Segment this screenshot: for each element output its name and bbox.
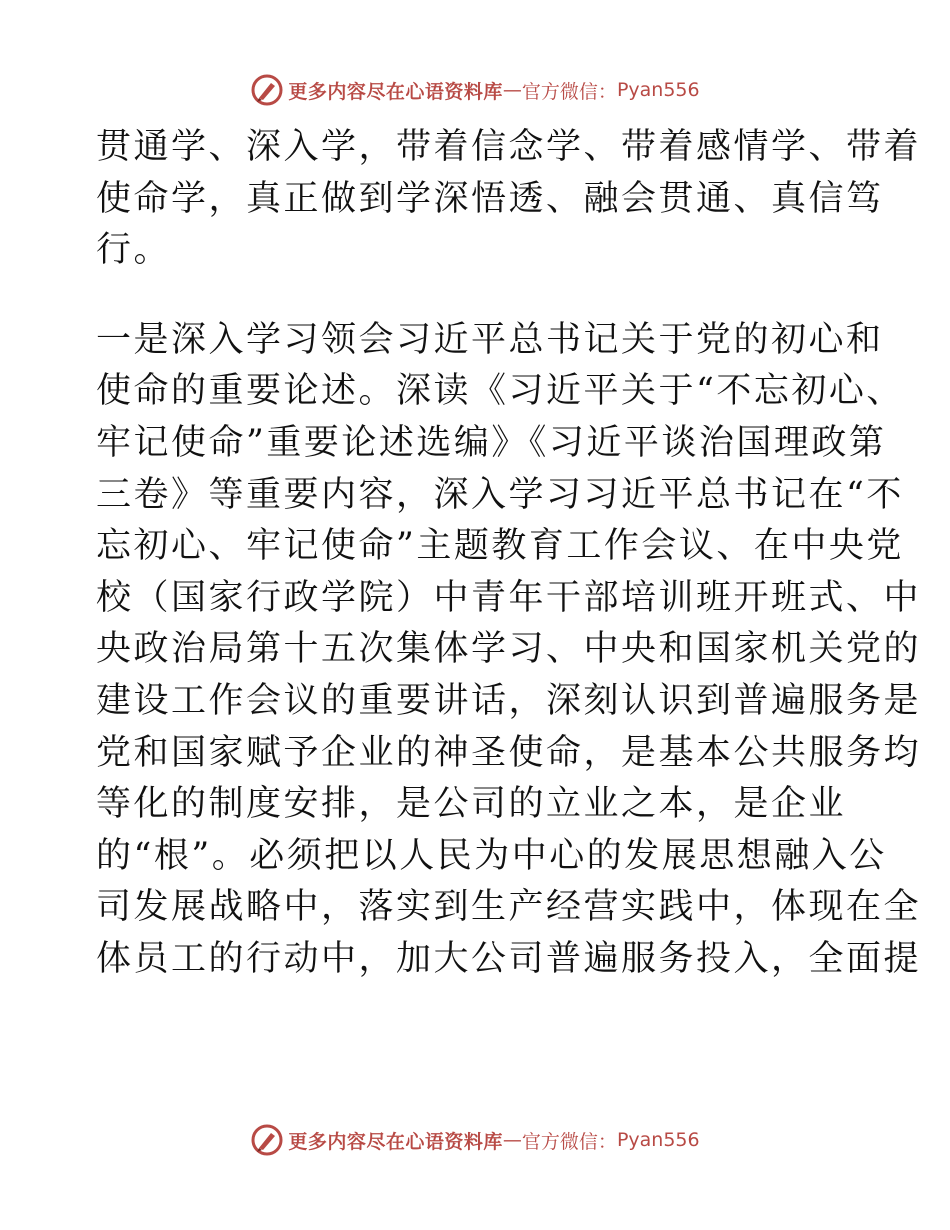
- banner-wechat-label: 官方微信：: [521, 80, 617, 103]
- footer-banner: [0, 1120, 950, 1160]
- pen-logo-icon: [250, 1123, 284, 1157]
- text-line: 校（国家行政学院）中青年干部培训班开班式、中: [96, 577, 922, 618]
- text-line: 牢记使命”重要论述选编》《习近平谈治国理政第: [96, 422, 887, 463]
- text-line: 使命的重要论述。深读《习近平关于“不忘初心、: [96, 371, 904, 412]
- paragraph: [96, 122, 922, 277]
- text-line: 司发展战略中，落实到生产经营实践中，体现在全: [96, 887, 922, 928]
- banner-wechat-id: Pyan556: [616, 1129, 700, 1151]
- text-line: 三卷》等重要内容，深入学习习近平总书记在“不: [96, 474, 904, 515]
- banner-text: 更多内容尽在心语资料库: [288, 1130, 503, 1153]
- banner-separator: —: [502, 1129, 522, 1151]
- header-banner: [0, 70, 950, 110]
- text-line: 等化的制度安排，是公司的立业之本，是企业: [96, 784, 847, 825]
- text-line: 忘初心、牢记使命”主题教育工作会议、在中央党: [96, 526, 904, 567]
- text-line: 建设工作会议的重要讲话，深刻认识到普遍服务是: [96, 680, 922, 721]
- text-line: 央政治局第十五次集体学习、中央和国家机关党的: [96, 629, 922, 670]
- text-line: 行。: [96, 230, 172, 271]
- banner-wechat-id: Pyan556: [616, 79, 700, 101]
- text-line: 党和国家赋予企业的神圣使命，是基本公共服务均: [96, 732, 922, 773]
- text-line: 一是深入学习领会习近平总书记关于党的初心和: [96, 319, 884, 360]
- text-line: 使命学，真正做到学深悟透、融会贯通、真信笃: [96, 178, 884, 219]
- banner-wechat-label: 官方微信：: [521, 1130, 617, 1153]
- text-line: 的“根”。必须把以人民为中心的发展思想融入公: [96, 835, 887, 876]
- pen-logo-icon: [250, 73, 284, 107]
- document-body: [96, 122, 922, 986]
- paragraph-gap: [96, 277, 854, 315]
- banner-text: 更多内容尽在心语资料库: [288, 80, 503, 103]
- text-line: 贯通学、深入学，带着信念学、带着感情学、带着: [96, 127, 922, 167]
- text-line: 体员工的行动中，加大公司普遍服务投入，全面提: [96, 938, 922, 979]
- paragraph: [96, 315, 922, 986]
- banner-separator: —: [502, 79, 522, 101]
